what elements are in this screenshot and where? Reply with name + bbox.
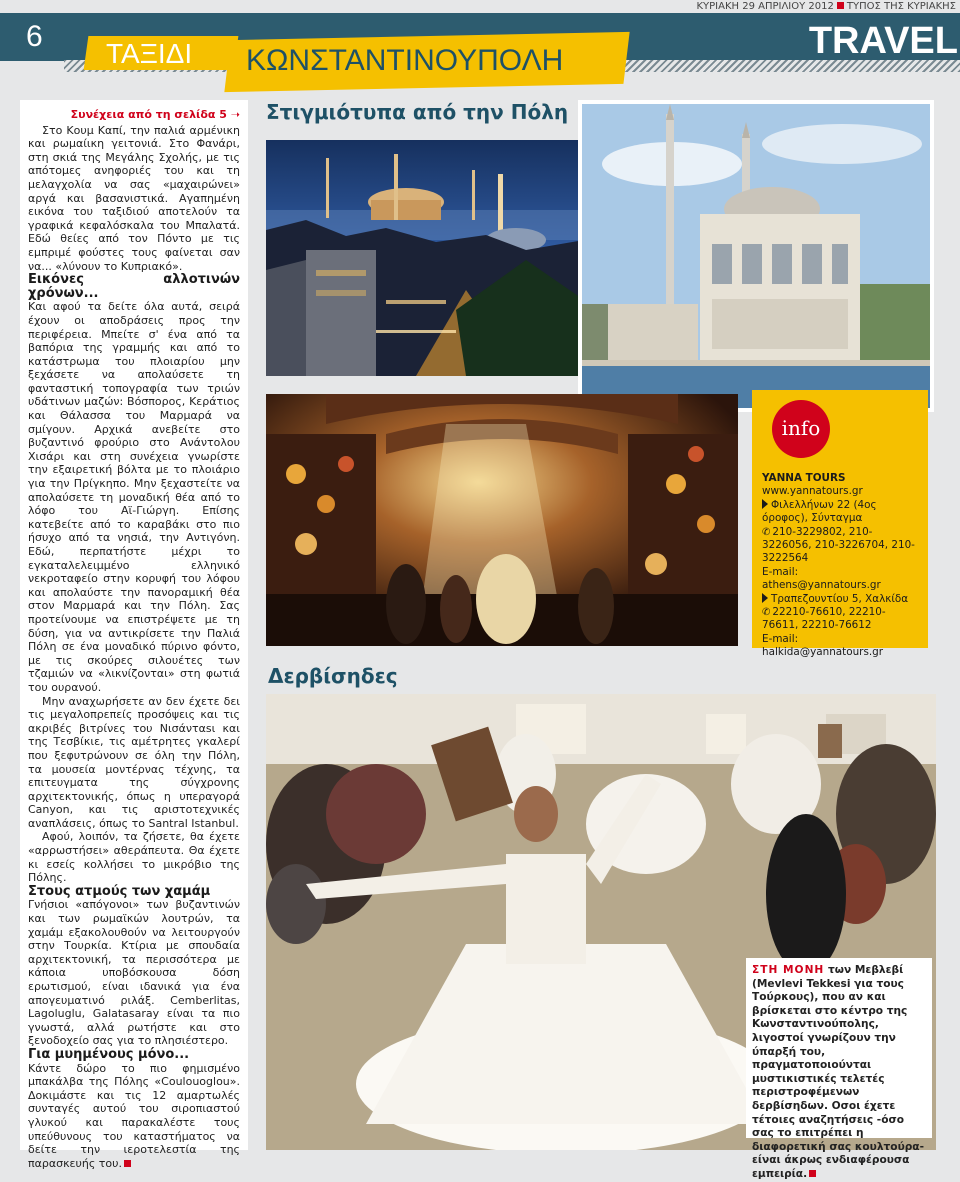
- email-chalkida[interactable]: E-mail: halkida@yannatours.gr: [762, 632, 884, 659]
- address-chalkida: [762, 593, 920, 606]
- paragraph-3: Μην αναχωρήσετε αν δεν έχετε δει τις μεγαλοπρεπείς προσόψεις και τις ακριβές βιτρίνες του Νισάνταsι και της Τεσβίκιε, τις αμέτρητες γκαλερί που ξεφυτρώνουν σε όλη την Πόλη, τα μουσεία μοντέρνας τέχνης, τα επιτευγματα της σύγχρονης αρχιτεκτονικής, όπως η υπεραγορά Canyon, και τις αριστοτεχνικές αναπλάσεις, όπως το Santral Istanbul.: [28, 694, 240, 830]
- phone-athens-text: 210-3229802, 210-3226056, 210-3226704, 210-3222564: [762, 525, 915, 565]
- phone-icon: ✆: [762, 526, 771, 538]
- address-athens: [762, 499, 920, 526]
- paragraph-4: Αφού, λοιπόν, τα ζήσετε, θα έχετε «αρρωστήσει» αθεράπευτα. Θα έχετε κι εσείς κολλήσει το μικρόβιο της Πόλης.: [28, 830, 240, 885]
- paragraph-5: Γνήσιοι «απόγονοι» των βυζαντινών και των ρωμαϊκών λουτρών, τα χαμάμ εξακολουθούν να λειτουργούν στην Τουρκία. Κτίρια με σπουδαία αρχιτεκτονική, τα περισσότερα με κάποια υποβόσκουσα δόση ερωτισμού, είναι ιδανικά για ένα απογευματινό ριλάξ. Cemberlitas, Lagoluglu, Galatasaray είναι τα πιο γνωστά, αλλά ρωτήστε και στο ξενοδοχείο σας για το πλησιέστερο.: [28, 898, 240, 1048]
- caption-text: των Μεβλεβί (Mevlevi Tekkesi για τους Τούρκους), που αν και βρίσκεται στο κέντρο της Κωνσταντινούπολης, λιγοστοί γνωρίζουν την ύπαρξή του, πραγματοποιούνται μυστικιστικές τελετές περιστροφέμενων δερβίσηδων. Οσοι έχετε τέτοιες αναζητήσεις -όσο σας το επιτρέπει η διαφορετική σας κουλτούρα- είναι άκρως ενδιαφέρουσα εμπειρία.: [752, 964, 924, 1180]
- address-athens-text: Φιλελλήνων 22 (4ος όροφος), Σύνταγμα: [762, 498, 877, 525]
- section-brand: TRAVEL: [808, 20, 958, 62]
- paragraph-1: Στο Κουμ Καπί, την παλιά αρμένικη και ρωμαίικη γειτονιά. Στο Φανάρι, στη σκιά της Μεγάλης Σχολής, με τις απότομες ανηφοριές του και τη μελαγχολία να σας «μαχαιρώνει» αργά και βασανιστικά. Αγαπημένη εικόνα του ταξιδιού αποτελούν τα γραφικά κεφαλόσκαλα του Μπαλατά. Εδώ θείες από τον Πόντο με τις εμπριμέ φούστες τους φαίνεται σαν να... «λύνουν το Κυπριακό».: [28, 123, 240, 273]
- arrow-right-icon: ➝: [230, 108, 240, 121]
- photo-caption: [746, 958, 932, 1180]
- phone-icon: ✆: [762, 607, 771, 619]
- photo-ortakoy-mosque: [578, 100, 934, 412]
- triangle-bullet-icon: [762, 593, 768, 603]
- photo-hagia-sophia-night: [266, 140, 584, 376]
- phone-athens: [762, 526, 920, 566]
- subheading-hamam: Στους ατμούς των χαμάμ: [28, 883, 211, 899]
- company-name: YANNA TOURS: [762, 472, 846, 484]
- article-column: [20, 100, 248, 1170]
- photos-heading: Στιγμιότυπα από την Πόλη: [266, 100, 569, 124]
- paragraph-6: [28, 1062, 240, 1171]
- end-mark-icon: [124, 1160, 131, 1167]
- date-line: [696, 1, 956, 12]
- section-label: ΤΑΞΙΔΙ: [106, 38, 193, 69]
- page-number: 6: [26, 20, 43, 53]
- subheading-initiated: Για μυημένους μόνο...: [28, 1046, 190, 1062]
- publication-name: ΤΥΠΟΣ ΤΗΣ ΚΥΡΙΑΚΗΣ: [846, 1, 956, 12]
- continued-from: [28, 108, 240, 122]
- dervish-heading: Δερβίσηδες: [268, 664, 398, 688]
- subheading-old-times: Εικόνες αλλοτινών χρόνων...: [28, 272, 240, 301]
- paragraph-6-text: Κάντε δώρο το πιο φημισμένο μπακάλβα της Πόλης «Coulouoglou». Δοκιμάστε και τις 12 αμαρτωλές συνταγές αυτού του σιροπιαστού γλυκού και παρακαλέστε τους υπεύθυνους του καταστήματος να δείτε την ιεροτελεστία της παρασκευής του.: [28, 1061, 240, 1170]
- continued-text: Συνέχεια από τη σελίδα 5: [70, 108, 227, 121]
- red-square-icon: [837, 2, 844, 9]
- paragraph-2: Και αφού τα δείτε όλα αυτά, σειρά έχουν οι αποδράσεις προς την περιφέρεια. Μπείτε σ' ένα από τα βαπόρια της γραμμής και από το κατάστρωμα του πλοιαρίου μην ξεχάσετε να απολαύσετε τη φανταστική τοπογραφία των τριών υδάτινων μαζών: Βόσπορος, Κεράτιος και Θάλασσα του Μαρμαρά να σμίγουν. Αρχικά ανεβείτε στο βυζαντινό φρούριο στο Ανάντολου Χισάρι και στη συνέχεια γνωρίστε την εξαιρετική βόλτα με το πλοιάριο για την Πρίγκηπο. Μην ξεχαστείτε να απολαύσετε τη μοναδική θέα από το λόφο του Αϊ-Γιώργη. Επίσης κατεβείτε από το καραβάκι στο πιο ήσυχο από τα νησιά, την Αντιγόνη. Εδώ, περπατήστε μέχρι το εγκαταλελειμμένο ελληνικό νεκροταφείο στην κορυφή του λόφου και απολαύστε την πανοραμική θέα στον Μαρμαρά και την Πόλη. Σας προτείνουμε να επιστρέψετε με τη δύση, για να αντικρίσετε την Παλιά Πόλη σε ένα μοναδικό πύρινο φόντο, με τις σκούρες σιλουέτες των τζαμιών να «λικνίζονται» στη φωτιά του ουρανού.: [28, 300, 240, 694]
- triangle-bullet-icon: [762, 499, 768, 509]
- website-link[interactable]: www.yannatours.gr: [762, 485, 863, 498]
- info-badge: info: [772, 400, 830, 458]
- phone-chalkida: [762, 606, 920, 633]
- address-chalkida-text: Τραπεζουντίου 5, Χαλκίδα: [771, 592, 909, 605]
- photo-grand-bazaar: [266, 394, 738, 646]
- phone-chalkida-text: 22210-76610, 22210-76611, 22210-76612: [762, 606, 886, 632]
- info-box: [752, 390, 928, 659]
- caption-lead: ΣΤΗ ΜΟΝΗ: [752, 964, 825, 976]
- page-title: ΚΩΝΣΤΑΝΤΙΝΟΥΠΟΛΗ: [246, 44, 564, 77]
- issue-date: ΚΥΡΙΑΚΗ 29 ΑΠΡΙΛΙΟΥ 2012: [696, 1, 834, 12]
- end-mark-icon: [809, 1170, 816, 1177]
- email-athens[interactable]: E-mail: athens@yannatours.gr: [762, 565, 881, 592]
